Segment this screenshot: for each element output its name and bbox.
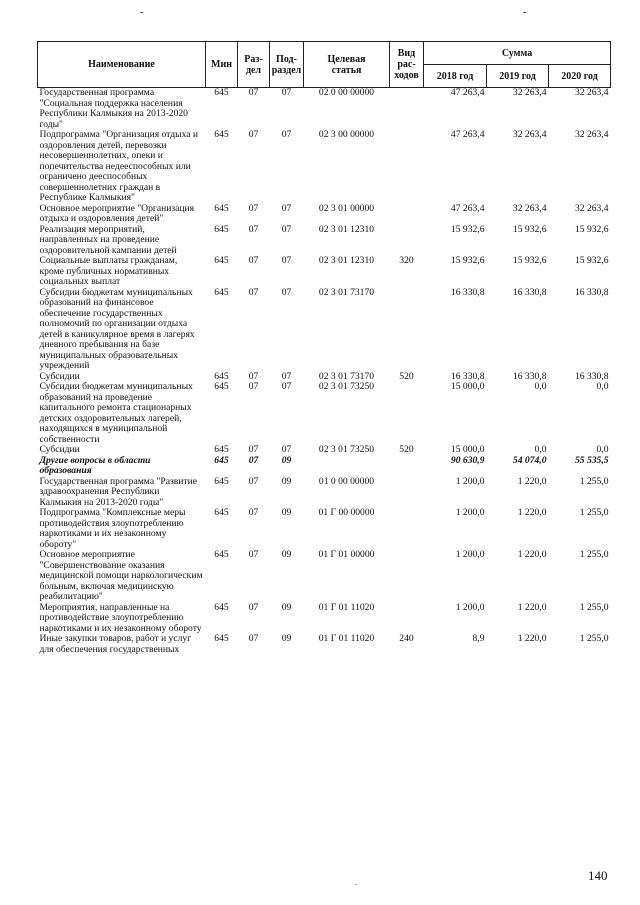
row-section: 07 — [248, 444, 259, 455]
row-name: Государственная программа "Социальная поддержка населения Республики Калмыкия на 2013-2020 годы" — [39, 87, 188, 130]
row-sum-2019: 16 330,8 — [512, 370, 547, 382]
row-subsection: 09 — [281, 454, 292, 466]
row-sum-2020: 16 330,8 — [574, 370, 609, 382]
header-podrazdel: Под- раздел — [270, 42, 304, 88]
table-header — [38, 42, 611, 88]
row-sum-2019: 16 330,8 — [512, 286, 547, 298]
row-subsection: 09 — [281, 475, 292, 487]
row-section: 07 — [248, 549, 259, 560]
row-sum-2018: 8,9 — [472, 633, 485, 644]
row-sum-2018: 47 263,4 — [450, 87, 485, 98]
row-name: Субсидии бюджетам муниципальных образований на финансовое обеспечение государственных полномочий по организации отдыха детей в каникулярное время в лагерях дневного пребывания на базе муниципальных образовательных учреждений — [39, 286, 195, 371]
row-ministry: 645 — [214, 444, 229, 455]
row-ministry: 645 — [214, 454, 229, 466]
row-sum-2018: 1 200,0 — [455, 549, 485, 560]
header-expense-type: Вид рас- ходов — [390, 42, 424, 88]
row-subsection: 09 — [281, 633, 292, 644]
row-sum-2018: 90 630,9 — [450, 454, 485, 466]
row-target-article: 02 3 01 73170 — [318, 370, 375, 382]
row-sum-2020: 32 263,4 — [574, 202, 609, 214]
table-row — [38, 256, 611, 288]
table-row — [38, 382, 611, 445]
row-name: Основное мероприятие "Совершенствование оказания медицинской помощи наркологическим больным, включая медицинскую реабилитацию" — [39, 549, 203, 602]
header-year-2018: 2018 год — [424, 65, 487, 88]
row-sum-2020: 15 932,6 — [574, 223, 609, 235]
row-subsection: 09 — [281, 601, 292, 613]
row-expense-type — [390, 550, 424, 603]
row-ministry: 645 — [214, 202, 229, 214]
row-sum-2019: 15 932,6 — [512, 255, 547, 266]
row-expense-type — [390, 88, 424, 131]
row-sum-2018: 15 932,6 — [450, 255, 485, 266]
header-mark-right: - — [523, 7, 527, 18]
row-section: 07 — [248, 286, 259, 298]
table-row — [38, 288, 611, 372]
row-sum-2020: 0,0 — [596, 381, 609, 392]
row-sum-2019: 32 263,4 — [512, 202, 547, 214]
row-target-article: 01 0 00 00000 — [318, 475, 375, 487]
row-expense-type — [390, 204, 424, 225]
row-ministry: 645 — [214, 601, 229, 613]
row-expense-type: 520 — [399, 370, 414, 382]
row-section: 07 — [248, 129, 259, 140]
row-sum-2018: 15 000,0 — [450, 381, 485, 392]
row-sum-2020: 32 263,4 — [574, 129, 609, 140]
row-section: 07 — [248, 370, 259, 382]
row-target-article: 02 3 01 12310 — [318, 255, 375, 266]
row-sum-2018: 15 932,6 — [450, 223, 485, 235]
row-section: 07 — [248, 87, 259, 98]
row-sum-2018: 16 330,8 — [450, 370, 485, 382]
row-section: 07 — [248, 223, 259, 235]
row-ministry: 645 — [214, 633, 229, 644]
row-sum-2018: 1 200,0 — [455, 507, 485, 518]
header-year-2019: 2019 год — [487, 65, 549, 88]
row-section: 07 — [248, 475, 259, 487]
row-name: Реализация мероприятий, направленных на проведение оздоровительной кампании детей — [39, 223, 177, 256]
row-section: 07 — [248, 381, 259, 392]
table-row — [38, 603, 611, 635]
row-name: Субсидии — [39, 370, 80, 382]
row-sum-2020: 1 255,0 — [579, 633, 609, 644]
row-ministry: 645 — [214, 381, 229, 392]
footer-dot: . — [355, 878, 357, 887]
row-ministry: 645 — [214, 370, 229, 382]
row-sum-2019: 54 074,0 — [512, 454, 547, 466]
table-row — [38, 204, 611, 225]
row-expense-type — [390, 288, 424, 372]
row-sum-2018: 47 263,4 — [450, 129, 485, 140]
row-sum-2020: 1 255,0 — [579, 549, 609, 560]
row-subsection: 07 — [281, 129, 292, 140]
row-subsection: 07 — [281, 202, 292, 214]
row-target-article: 02 3 01 00000 — [318, 202, 375, 214]
header-sum: Сумма — [424, 42, 611, 65]
row-sum-2019: 15 932,6 — [512, 223, 547, 235]
row-name: Другие вопросы в области образования — [39, 454, 151, 476]
row-sum-2018: 15 000,0 — [450, 444, 485, 455]
row-section: 07 — [248, 633, 259, 644]
row-expense-type — [390, 382, 424, 445]
row-sum-2019: 0,0 — [534, 444, 547, 455]
row-sum-2019: 1 220,0 — [517, 475, 547, 487]
header-target-article: Целевая статья — [304, 42, 390, 88]
header-year-2020: 2020 год — [549, 65, 611, 88]
row-subsection: 07 — [281, 255, 292, 266]
row-ministry: 645 — [214, 475, 229, 487]
row-sum-2019: 1 220,0 — [517, 633, 547, 644]
row-target-article: 02 3 01 12310 — [318, 223, 375, 235]
row-ministry: 645 — [214, 286, 229, 298]
header-name: Наименование — [38, 42, 206, 88]
row-sum-2020: 1 255,0 — [579, 507, 609, 518]
table-row — [38, 634, 611, 655]
row-sum-2018: 16 330,8 — [450, 286, 485, 298]
row-sum-2020: 1 255,0 — [579, 475, 609, 487]
row-ministry: 645 — [214, 549, 229, 560]
row-name: Субсидии бюджетам муниципальных образований на проведение капитального ремонта стационарных детских оздоровительных лагерей, находящихся в муниципальной собственности — [39, 381, 193, 445]
row-sum-2018: 47 263,4 — [450, 202, 485, 214]
row-subsection: 09 — [281, 507, 292, 518]
row-expense-type — [390, 603, 424, 635]
row-name: Мероприятия, направленные на противодействие злоупотреблению наркотиками и их незаконному обороту — [39, 601, 202, 634]
table-row — [38, 225, 611, 257]
page-number: 140 — [588, 868, 608, 883]
row-sum-2019: 0,0 — [534, 381, 547, 392]
row-target-article: 02 3 01 73250 — [318, 444, 375, 455]
budget-table — [37, 41, 611, 655]
row-ministry: 645 — [214, 507, 229, 518]
row-name: Иные закупки товаров, работ и услуг для обеспечения государственных — [39, 633, 192, 655]
row-sum-2020: 1 255,0 — [579, 601, 609, 613]
row-expense-type — [390, 225, 424, 257]
table-row — [38, 550, 611, 603]
row-sum-2018: 1 200,0 — [455, 601, 485, 613]
row-section: 07 — [248, 255, 259, 266]
row-ministry: 645 — [214, 129, 229, 140]
row-sum-2018: 1 200,0 — [455, 475, 485, 487]
row-name: Государственная программа "Развитие здравоохранения Республики Калмыкия на 2013-2020 годы" — [39, 475, 198, 508]
row-section: 07 — [248, 601, 259, 613]
row-target-article: 01 Г 01 00000 — [318, 549, 375, 560]
row-target-article: 02 3 01 73170 — [318, 286, 375, 298]
row-name: Основное мероприятие "Организация отдыха и оздоровления детей" — [39, 202, 195, 224]
row-target-article: 01 Г 01 11020 — [318, 601, 375, 613]
row-name: Подпрограмма "Комплексные меры противодействия злоупотреблению наркотиками и их незаконному обороту" — [39, 507, 186, 550]
row-ministry: 645 — [214, 223, 229, 235]
header-razdel: Раз- дел — [238, 42, 270, 88]
row-target-article: 01 Г 00 00000 — [318, 507, 375, 518]
row-sum-2019: 1 220,0 — [517, 601, 547, 613]
row-expense-type — [390, 456, 424, 477]
row-sum-2020: 15 932,6 — [574, 255, 609, 266]
row-target-article: 02 0 00 00000 — [318, 87, 375, 98]
row-subsection: 07 — [281, 286, 292, 298]
row-ministry: 645 — [214, 87, 229, 98]
row-sum-2020: 32 263,4 — [574, 87, 609, 98]
row-target-article: 02 3 01 73250 — [318, 381, 375, 392]
table-row — [38, 445, 611, 456]
table-body — [38, 88, 611, 656]
row-sum-2019: 32 263,4 — [512, 87, 547, 98]
table-row — [38, 477, 611, 509]
row-subsection: 07 — [281, 87, 292, 98]
row-expense-type — [390, 477, 424, 509]
row-expense-type: 320 — [399, 255, 414, 266]
row-section: 07 — [248, 507, 259, 518]
row-subsection: 07 — [281, 381, 292, 392]
row-sum-2020: 16 330,8 — [574, 286, 609, 298]
header-min: Мин — [206, 42, 238, 88]
row-target-article — [304, 456, 390, 477]
table-row — [38, 456, 611, 477]
header-mark-left: - — [140, 7, 144, 18]
row-sum-2019: 32 263,4 — [512, 129, 547, 140]
row-name: Социальные выплаты гражданам, кроме публичных нормативных социальных выплат — [39, 255, 178, 287]
row-ministry: 645 — [214, 255, 229, 266]
row-subsection: 09 — [281, 549, 292, 560]
row-target-article: 02 3 00 00000 — [318, 129, 375, 140]
row-section: 07 — [248, 454, 259, 466]
row-subsection: 07 — [281, 370, 292, 382]
row-expense-type: 240 — [399, 633, 414, 644]
row-sum-2020: 55 535,5 — [574, 454, 609, 466]
row-name: Субсидии — [39, 444, 80, 455]
row-section: 07 — [248, 202, 259, 214]
row-subsection: 07 — [281, 223, 292, 235]
row-name: Подпрограмма "Организация отдыха и оздоровления детей, перевозки несовершеннолетних, опеки и попечительства недееспособных или ограничено дееспособных совершеннолетних граждан в Республике Калмыкия" — [39, 129, 199, 203]
table-row — [38, 130, 611, 204]
table-row — [38, 88, 611, 131]
row-subsection: 07 — [281, 444, 292, 455]
row-target-article: 01 Г 01 11020 — [318, 633, 375, 644]
row-expense-type — [390, 130, 424, 204]
table-row — [38, 508, 611, 550]
row-sum-2019: 1 220,0 — [517, 549, 547, 560]
row-sum-2020: 0,0 — [596, 444, 609, 455]
row-expense-type — [390, 508, 424, 550]
row-expense-type: 520 — [399, 444, 414, 455]
row-sum-2019: 1 220,0 — [517, 507, 547, 518]
